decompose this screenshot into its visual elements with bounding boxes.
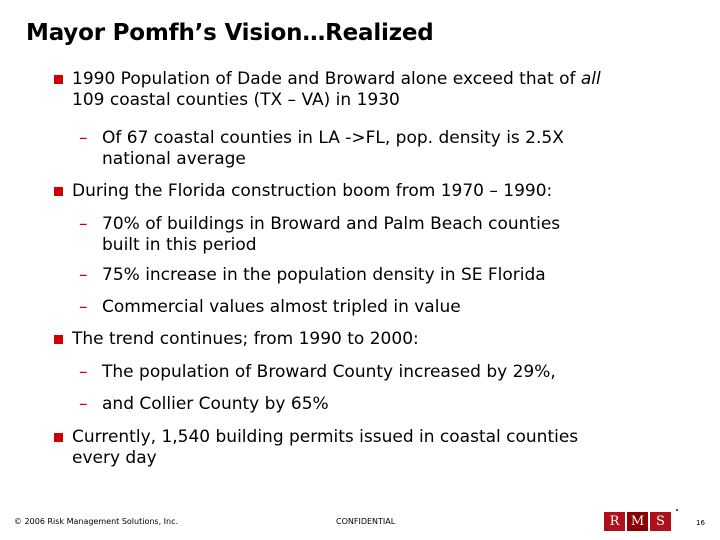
- logo-letter: S: [650, 512, 671, 531]
- sub-bullet-text: 70% of buildings in Broward and Palm Beach counties: [102, 214, 561, 234]
- bullet-text: Currently, 1,540 building permits issued in coastal counties: [72, 427, 579, 447]
- logo-letter: R: [604, 512, 625, 531]
- dash-bullet-icon: –: [79, 394, 88, 414]
- sub-bullet-item: [79, 362, 662, 383]
- page-number: 16: [696, 519, 705, 527]
- square-bullet-icon: [54, 75, 63, 84]
- dash-bullet-icon: –: [79, 362, 88, 382]
- bullet-text: The trend continues; from 1990 to 2000:: [72, 329, 419, 349]
- dash-bullet-icon: –: [79, 214, 88, 234]
- bullet-item: [72, 427, 672, 469]
- copyright-notice: © 2006 Risk Management Solutions, Inc.: [14, 517, 179, 526]
- sub-bullet-text: 75% increase in the population density in SE Florida: [102, 265, 546, 285]
- divider-dot: [676, 509, 678, 511]
- dash-bullet-icon: –: [79, 128, 88, 148]
- rms-logo: [604, 512, 673, 531]
- sub-bullet-text: The population of Broward County increased by 29%,: [102, 362, 556, 382]
- bullet-text-continued: every day: [72, 448, 157, 468]
- sub-bullet-text-continued: national average: [102, 149, 246, 169]
- sub-bullet-item: [79, 265, 662, 286]
- dash-bullet-icon: –: [79, 297, 88, 317]
- sub-bullet-item: [79, 214, 662, 256]
- sub-bullet-text-continued: built in this period: [102, 235, 257, 255]
- sub-bullet-text: Commercial values almost tripled in value: [102, 297, 461, 317]
- bullet-item: [72, 69, 672, 111]
- slide-title: Mayor Pomfh’s Vision…Realized: [26, 20, 434, 46]
- square-bullet-icon: [54, 433, 63, 442]
- sub-bullet-text: and Collier County by 65%: [102, 394, 329, 414]
- bullet-text-continued: 109 coastal counties (TX – VA) in 1930: [72, 90, 400, 110]
- sub-bullet-item: [79, 394, 662, 415]
- sub-bullet-item: [79, 128, 662, 170]
- confidential-label: CONFIDENTIAL: [336, 517, 396, 526]
- bullet-item: [72, 181, 672, 202]
- square-bullet-icon: [54, 187, 63, 196]
- bullet-text: During the Florida construction boom from 1970 – 1990:: [72, 181, 553, 201]
- bullet-text: 1990 Population of Dade and Broward alone exceed that of: [72, 69, 581, 89]
- bullet-emphasis: all: [580, 69, 601, 89]
- sub-bullet-text: Of 67 coastal counties in LA ->FL, pop. density is 2.5X: [102, 128, 564, 148]
- logo-letter: M: [627, 512, 648, 531]
- bullet-item: [72, 329, 672, 350]
- dash-bullet-icon: –: [79, 265, 88, 285]
- square-bullet-icon: [54, 335, 63, 344]
- sub-bullet-item: [79, 297, 662, 318]
